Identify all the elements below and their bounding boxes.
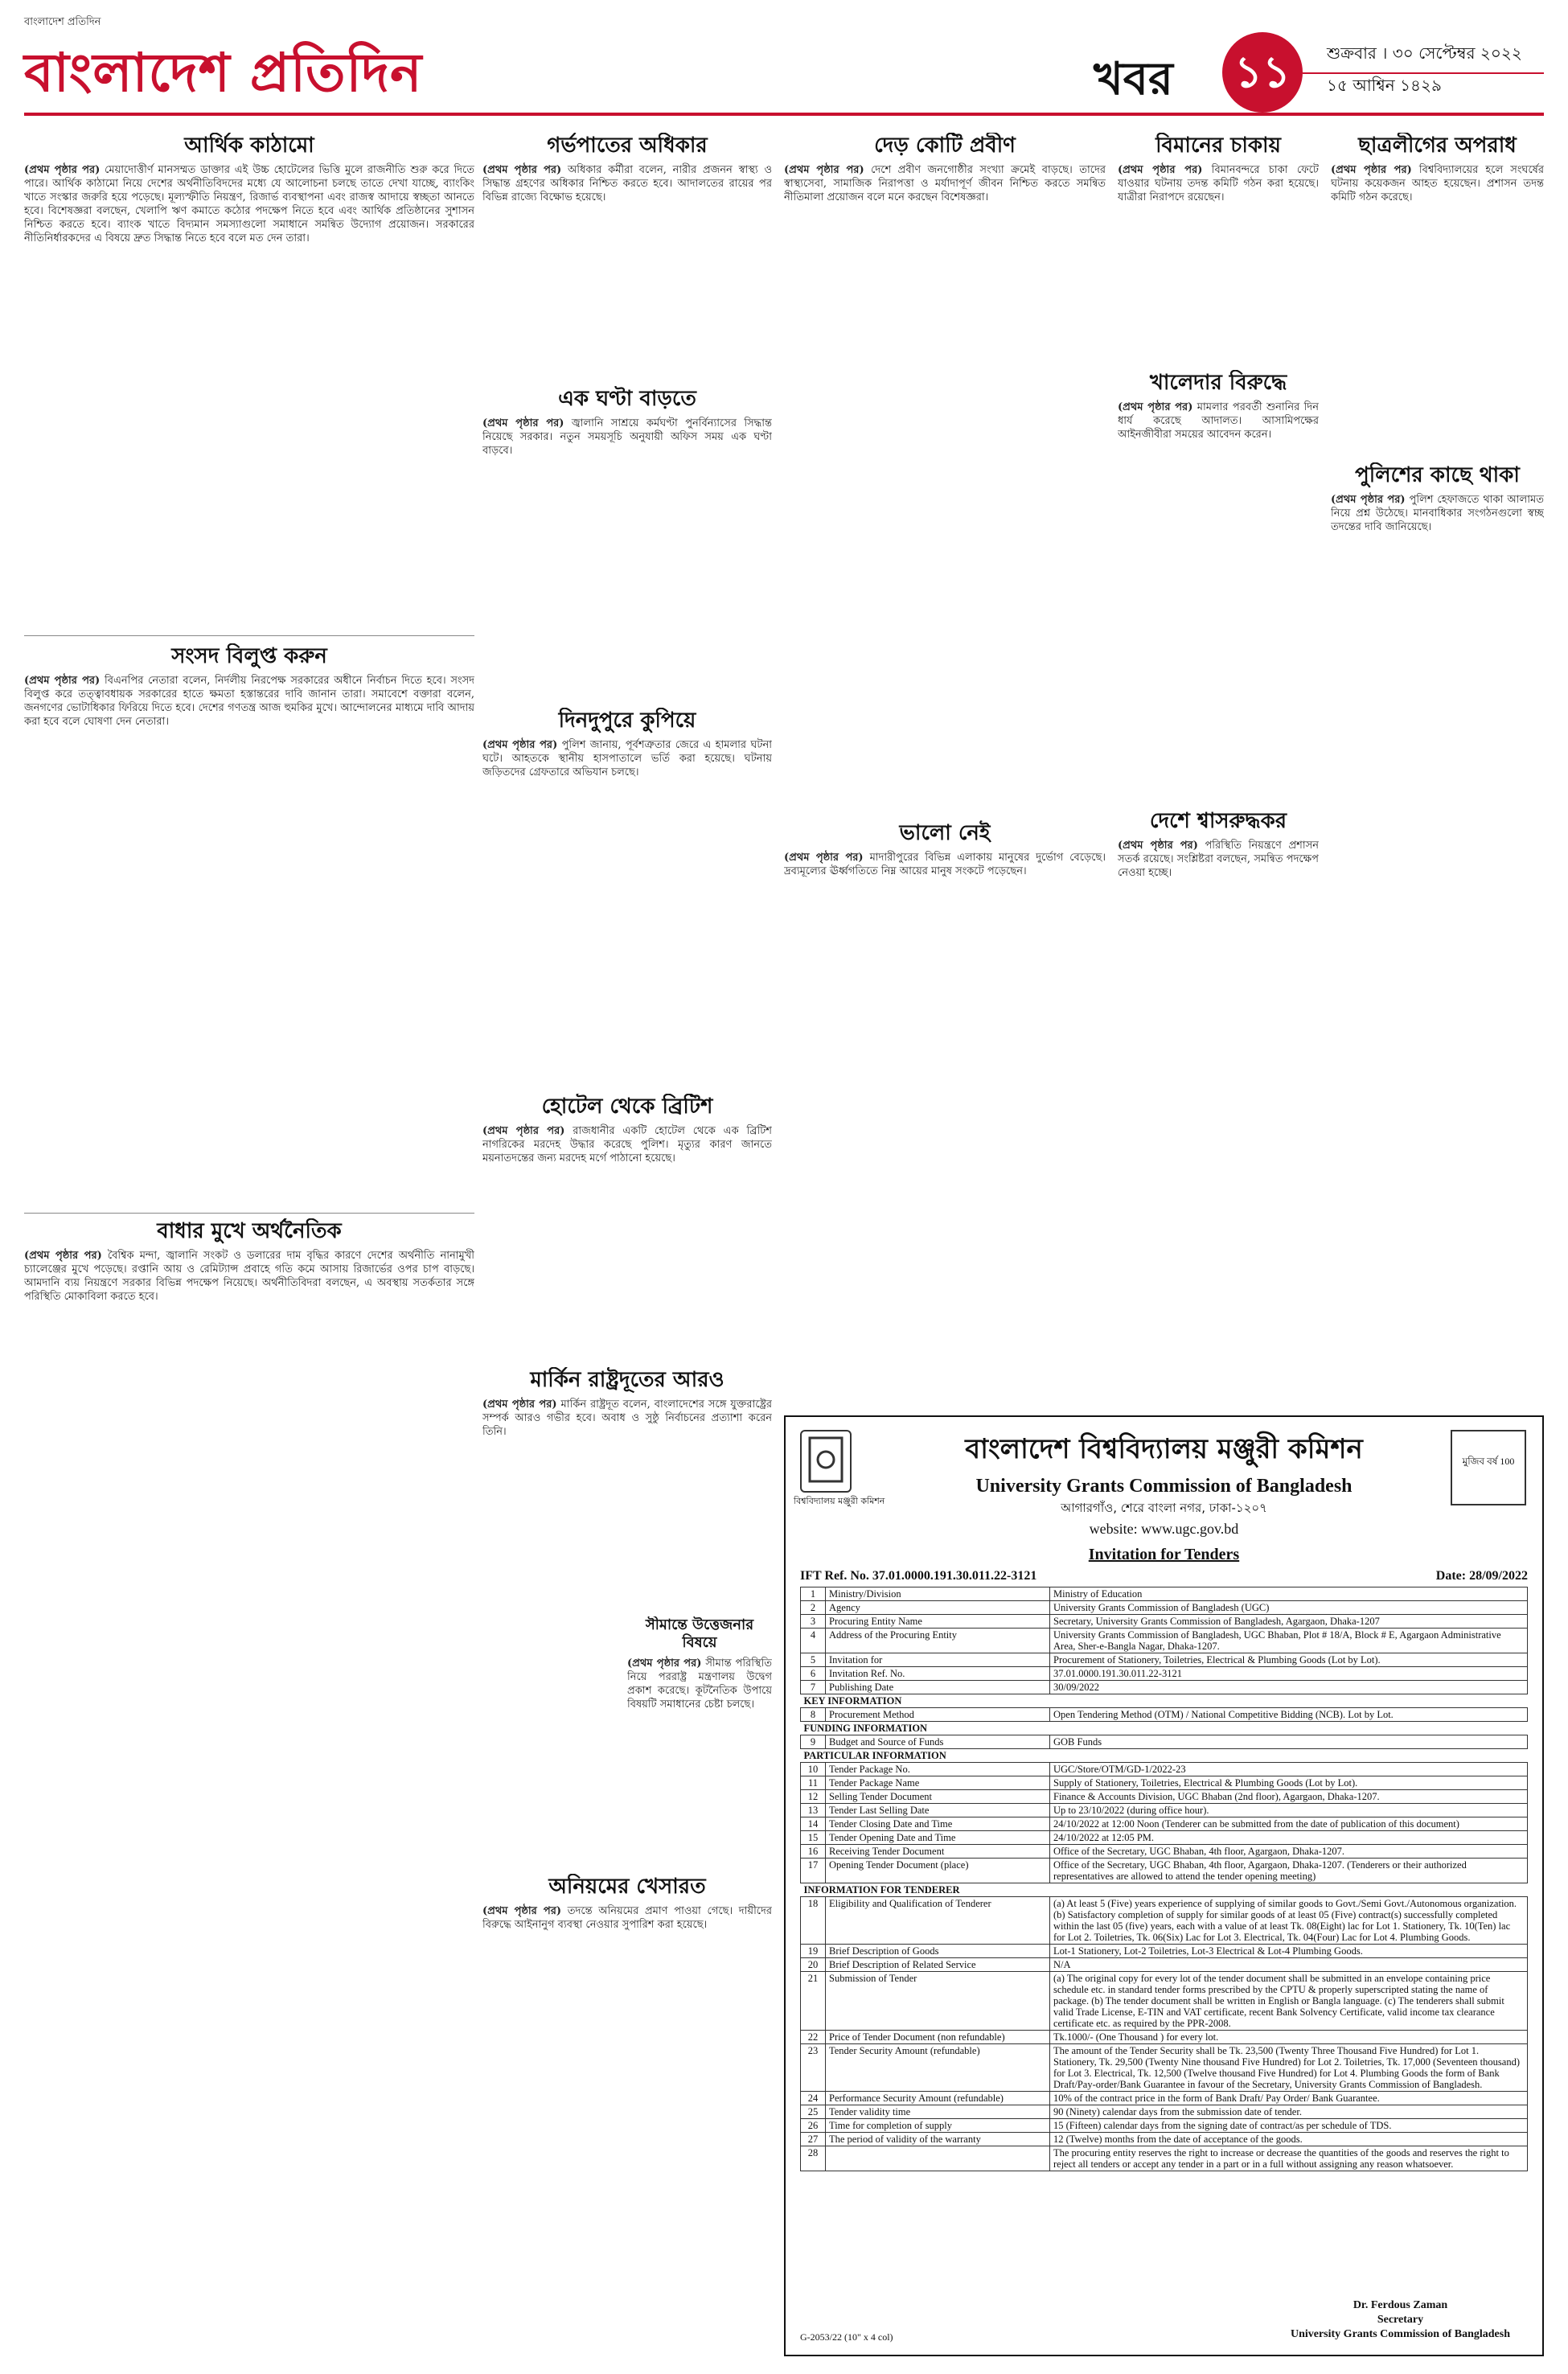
row-value: Tk.1000/- (One Thousand ) for every lot. bbox=[1050, 2031, 1528, 2044]
headline: সীমান্তে উত্তেজনার বিষয়ে bbox=[645, 1616, 754, 1651]
table-row bbox=[801, 1667, 1528, 1681]
article-body: (প্রথম পৃষ্ঠার পর) মামলার পরবর্তী শুনানির দিন ধার্য করেছে আদালত। আসামিপক্ষের আইনজীবীরা সময়ের আবেদন করেন। bbox=[1118, 401, 1319, 441]
date-bangla: ১৫ আশ্বিন ১৪২৯ bbox=[1327, 76, 1443, 95]
article-gorbhopat[interactable] bbox=[482, 133, 772, 374]
article-body: (প্রথম পৃষ্ঠার পর) মাদারীপুরের বিভিন্ন এলাকায় মানুষের দুর্ভোগ বেড়েছে। দ্রব্যমূল্যের ঊর্ধ্বগতিতে নিম্ন আয়ের মানুষ সংকটে পড়েছেন। bbox=[784, 852, 1106, 877]
row-number: 13 bbox=[801, 1804, 826, 1817]
article-bimaner[interactable] bbox=[1118, 133, 1319, 358]
row-value: Supply of Stationery, Toiletries, Electrical & Plumbing Goods (Lot by Lot). bbox=[1050, 1776, 1528, 1790]
row-value: Office of the Secretary, UGC Bhaban, 4th floor, Agargaon, Dhaka-1207. bbox=[1050, 1845, 1528, 1859]
column-divider bbox=[24, 635, 474, 636]
row-key: Tender Last Selling Date bbox=[826, 1804, 1050, 1817]
row-key: Submission of Tender bbox=[826, 1972, 1050, 2031]
section-title: খবর bbox=[1094, 53, 1173, 105]
ugc-emblem-icon bbox=[800, 1430, 852, 1493]
article-body: (প্রথম পৃষ্ঠার পর) মেয়াদোত্তীর্ণ মানসম্মত ডাক্তার এই উচ্চ হোটেলের ভিত্তি মুলে রাজনীতি শুরু করে দিতে পারে। আর্থিক কাঠামো নিয়ে দেশের অর্থনীতিবিদদের মধ্যে যে আলোচনা চলছে তাতে দেখা যাচ্ছে, ব্যাংকিং খাতে সংস্কার জরুরি হয়ে পড়েছে। মূল্যস্ফীতি নিয়ন্ত্রণ, রিজার্ভ ব্যবস্থাপনা এবং রাজস্ব আদায়ে স্বচ্ছতা আনতে হবে। বিশেষজ্ঞরা বলছেন, খেলাপি ঋণ কমাতে কঠোর পদক্ষেপ নিতে হবে এবং আর্থিক প্রতিষ্ঠানের সুশাসন নিশ্চিত করতে হবে। ব্যাংক খাতে বিদ্যমান সমস্যাগুলো সমাধানে সমন্বিত উদ্যোগ প্রয়োজন। সরকারের নীতিনির্ধারকদের এ বিষয়ে দ্রুত সিদ্ধান্ত নিতে হবে বলে মত দেন তারা। bbox=[24, 164, 474, 244]
row-value: The amount of the Tender Security shall be Tk. 23,500 (Twenty Three Thousand Five Hundred) for Lot 1. Stationery, Tk. 29,500 (Twenty Nine thousand Five Hundred) for Lot 2. Toiletries, Tk. 17,000 (Seventeen thousand) for Lot 3. Electrical, Tk. 12,500 (Twelve thousand Five Hundred) for Lot 4. Plumbing Goods the form of Bank Draft/Pay-order/Bank Guarantee in favour of the Secretary, University Grants Commission of Bangladesh. bbox=[1050, 2044, 1528, 2092]
article-markin[interactable] bbox=[482, 1367, 772, 1608]
headline: সংসদ বিলুপ্ত করুন bbox=[171, 644, 327, 668]
row-key: The period of validity of the warranty bbox=[826, 2133, 1050, 2146]
article-chhatroleague[interactable] bbox=[1331, 133, 1544, 446]
row-key: Opening Tender Document (place) bbox=[826, 1859, 1050, 1883]
table-row bbox=[801, 1763, 1528, 1776]
table-row bbox=[801, 1845, 1528, 1859]
ref-date: Date: 28/09/2022 bbox=[1435, 1569, 1528, 1583]
headline: দিনদুপুরে কুপিয়ে bbox=[558, 709, 696, 733]
table-row bbox=[801, 1735, 1528, 1749]
row-key: Address of the Procuring Entity bbox=[826, 1629, 1050, 1653]
section-header: KEY INFORMATION bbox=[801, 1694, 1528, 1708]
row-number: 26 bbox=[801, 2119, 826, 2133]
row-key: Procuring Entity Name bbox=[826, 1615, 1050, 1629]
article-hotel[interactable] bbox=[482, 1094, 772, 1359]
row-number: 17 bbox=[801, 1859, 826, 1883]
table-row bbox=[801, 1615, 1528, 1629]
headline: আর্থিক কাঠামো bbox=[184, 133, 314, 158]
section-header: FUNDING INFORMATION bbox=[801, 1722, 1528, 1735]
headline: খালেদার বিরুদ্ধে bbox=[1149, 371, 1287, 395]
row-value: Procurement of Stationery, Toiletries, Electrical & Plumbing Goods (Lot by Lot). bbox=[1050, 1653, 1528, 1667]
table-row bbox=[801, 2146, 1528, 2171]
article-body: (প্রথম পৃষ্ঠার পর) রাজধানীর একটি হোটেল থেকে এক ব্রিটিশ নাগরিকের মরদেহ উদ্ধার করেছে পুলিশ। মৃত্যুর কারণ জানতে ময়নাতদন্তের জন্য মরদেহ মর্গে পাঠানো হয়েছে। bbox=[482, 1125, 772, 1164]
row-value: 24/10/2022 at 12:05 PM. bbox=[1050, 1831, 1528, 1845]
headline: ভালো নেই bbox=[899, 821, 991, 845]
row-value: Secretary, University Grants Commission of Bangladesh, Agargaon, Dhaka-1207 bbox=[1050, 1615, 1528, 1629]
row-number: 15 bbox=[801, 1831, 826, 1845]
masthead-tagline: বাংলাদেশ প্রতিদিন bbox=[24, 16, 101, 28]
row-value: (a) The original copy for every lot of the tender document shall be submitted in an envelope containing price schedule etc. in standard tender forms prescribed by the CPTU & properly superscripted stating the name of package. (b) The tender document shall be written in English or Bangla language. (c) The tenderers shall submit valid Trade License, E-TIN and VAT certificate, recent Bank Solvency Certificate, valid income tax clearance certificate etc. as required by the PPR-2008. bbox=[1050, 1972, 1528, 2031]
table-row bbox=[801, 2092, 1528, 2105]
table-row bbox=[801, 1629, 1528, 1653]
signatory-org: University Grants Commission of Bangladesh bbox=[1290, 2328, 1510, 2340]
table-row bbox=[801, 2133, 1528, 2146]
headline: হোটেল থেকে ব্রিটিশ bbox=[541, 1095, 713, 1119]
table-row bbox=[801, 1945, 1528, 1958]
row-key: Price of Tender Document (non refundable) bbox=[826, 2031, 1050, 2044]
row-key: Tender Package Name bbox=[826, 1776, 1050, 1790]
row-key: Invitation Ref. No. bbox=[826, 1667, 1050, 1681]
headline: দেশে শ্বাসরুদ্ধকর bbox=[1149, 809, 1287, 833]
table-row bbox=[801, 1653, 1528, 1667]
row-key: Brief Description of Goods bbox=[826, 1945, 1050, 1958]
headline: অনিয়মের খেসারত bbox=[548, 1875, 706, 1899]
article-body: (প্রথম পৃষ্ঠার পর) দেশে প্রবীণ জনগোষ্ঠীর সংখ্যা ক্রমেই বাড়ছে। তাদের স্বাস্থ্যসেবা, সামাজিক নিরাপত্তা ও মর্যাদাপূর্ণ জীবন নিশ্চিত করতে সমন্বিত নীতিমালা প্রয়োজন বলে মনে করছেন বিশেষজ্ঞরা। bbox=[784, 164, 1106, 203]
table-row bbox=[801, 1722, 1528, 1735]
signature-block bbox=[1291, 2298, 1510, 2342]
row-number: 14 bbox=[801, 1817, 826, 1831]
row-number: 3 bbox=[801, 1615, 826, 1629]
row-value: (a) At least 5 (Five) years experience of supplying of similar goods to Govt./Semi Govt./Autonomous organization. (b) Satisfactory completion of supply for similar goods of at least 05 (Five) contract(s) successfully completed within the last 05 (five) years, each with a value of at least Tk. 08(Eight) lac for Lot 1. Stationery, Tk. 10(Ten) lac for Lot 2. Toiletries, Tk. 06(Six) Lac for Lot 3. Electrical, Tk. 04(Four) Lac for Lot 4. Plumbing Goods. bbox=[1050, 1897, 1528, 1945]
row-key: Tender Security Amount (refundable) bbox=[826, 2044, 1050, 2092]
row-number: 24 bbox=[801, 2092, 826, 2105]
table-row bbox=[801, 1790, 1528, 1804]
headline: পুলিশের কাছে থাকা bbox=[1355, 463, 1520, 487]
row-key: Brief Description of Related Service bbox=[826, 1958, 1050, 1972]
row-key bbox=[826, 2146, 1050, 2171]
table-row bbox=[801, 1776, 1528, 1790]
tender-header bbox=[800, 1428, 1528, 1538]
table-row bbox=[801, 1601, 1528, 1615]
headline: দেড় কোটি প্রবীণ bbox=[874, 133, 1016, 158]
row-key: Budget and Source of Funds bbox=[826, 1735, 1050, 1749]
table-row bbox=[801, 1587, 1528, 1601]
ref-row bbox=[800, 1569, 1528, 1583]
column-divider bbox=[24, 1213, 474, 1214]
headline: গর্ভপাতের অধিকার bbox=[547, 133, 708, 158]
row-value: UGC/Store/OTM/GD-1/2022-23 bbox=[1050, 1763, 1528, 1776]
org-website[interactable]: website: www.ugc.gov.bd bbox=[1089, 1521, 1239, 1537]
row-value: Up to 23/10/2022 (during office hour). bbox=[1050, 1804, 1528, 1817]
article-police[interactable] bbox=[1331, 462, 1544, 1403]
row-key: Publishing Date bbox=[826, 1681, 1050, 1694]
row-value: Ministry of Education bbox=[1050, 1587, 1528, 1601]
table-row bbox=[801, 2031, 1528, 2044]
article-songsod[interactable] bbox=[24, 643, 474, 1206]
article-body: (প্রথম পৃষ্ঠার পর) পুলিশ হেফাজতে থাকা আলামত নিয়ে প্রশ্ন উঠেছে। মানবাধিকার সংগঠনগুলো স্বচ্ছ তদন্তের দাবি জানিয়েছে। bbox=[1331, 494, 1544, 533]
table-row bbox=[801, 2044, 1528, 2092]
table-row bbox=[801, 2105, 1528, 2119]
row-value: 10% of the contract price in the form of Bank Draft/ Pay Order/ Bank Guarantee. bbox=[1050, 2092, 1528, 2105]
row-key: Procurement Method bbox=[826, 1708, 1050, 1722]
table-row bbox=[801, 1681, 1528, 1694]
table-row bbox=[801, 1972, 1528, 2031]
table-row bbox=[801, 1958, 1528, 1972]
article-khaleda[interactable] bbox=[1118, 370, 1319, 796]
ad-code: G-2053/22 (10" x 4 col) bbox=[800, 2331, 893, 2343]
row-number: 5 bbox=[801, 1653, 826, 1667]
row-value: University Grants Commission of Bangladesh, UGC Bhaban, Plot # 18/A, Block # E, Agargaon Administrative Area, Sher-e-Bangla Nagar, Dhaka-1207. bbox=[1050, 1629, 1528, 1653]
row-value: 90 (Ninety) calendar days from the submission date of tender. bbox=[1050, 2105, 1528, 2119]
article-body: (প্রথম পৃষ্ঠার পর) মার্কিন রাষ্ট্রদূত বলেন, বাংলাদেশের সঙ্গে যুক্তরাষ্ট্রের সম্পর্ক আরও গভীর হবে। অবাধ ও সুষ্ঠু নির্বাচনের প্রত্যাশা করেন তিনি। bbox=[482, 1399, 772, 1438]
org-name-bangla: বাংলাদেশ বিশ্ববিদ্যালয় মঞ্জুরী কমিশন bbox=[965, 1433, 1363, 1465]
article-body: (প্রথম পৃষ্ঠার পর) বিশ্ববিদ্যালয়ের হলে সংঘর্ষের ঘটনায় কয়েকজন আহত হয়েছেন। প্রশাসন তদন্ত কমিটি গঠন করেছে। bbox=[1331, 164, 1544, 203]
article-body: (প্রথম পৃষ্ঠার পর) পরিস্থিতি নিয়ন্ত্রণে প্রশাসন সতর্ক রয়েছে। সংশ্লিষ্টরা বলছেন, সমন্বিত পদক্ষেপ নেওয়া হচ্ছে। bbox=[1118, 840, 1319, 879]
org-name-english: University Grants Commission of Bangladesh bbox=[975, 1476, 1353, 1497]
row-number: 4 bbox=[801, 1629, 826, 1653]
article-body: (প্রথম পৃষ্ঠার পর) তদন্তে অনিয়মের প্রমাণ পাওয়া গেছে। দায়ীদের বিরুদ্ধে আইনানুগ ব্যবস্থা নেওয়ার সুপারিশ করা হয়েছে। bbox=[482, 1905, 772, 1931]
row-number: 10 bbox=[801, 1763, 826, 1776]
article-shashrudhokor[interactable] bbox=[1118, 808, 1319, 1403]
row-value: Office of the Secretary, UGC Bhaban, 4th floor, Agargaon, Dhaka-1207. (Tenderers or their authorized representatives are allowed to attend the tender opening meeting) bbox=[1050, 1859, 1528, 1883]
row-number: 20 bbox=[801, 1958, 826, 1972]
row-number: 23 bbox=[801, 2044, 826, 2092]
mujib-borsho-logo: মুজিব বর্ষ 100 bbox=[1451, 1430, 1526, 1505]
table-row bbox=[801, 1883, 1528, 1897]
newspaper-logo[interactable]: বাংলাদেশ প্রতিদিন bbox=[24, 42, 423, 104]
article-valo-nei[interactable] bbox=[784, 820, 1106, 1399]
row-number: 7 bbox=[801, 1681, 826, 1694]
table-row bbox=[801, 1831, 1528, 1845]
signatory-name: Dr. Ferdous Zaman bbox=[1353, 2299, 1448, 2311]
row-value: 12 (Twelve) months from the date of acceptance of the goods. bbox=[1050, 2133, 1528, 2146]
row-key: Selling Tender Document bbox=[826, 1790, 1050, 1804]
tender-table bbox=[800, 1587, 1528, 2171]
article-dindupure[interactable] bbox=[482, 708, 772, 1078]
row-number: 12 bbox=[801, 1790, 826, 1804]
row-number: 21 bbox=[801, 1972, 826, 2031]
article-body: (প্রথম পৃষ্ঠার পর) সীমান্ত পরিস্থিতি নিয়ে পররাষ্ট্র মন্ত্রণালয় উদ্বেগ প্রকাশ করেছে। কূটনৈতিক উপায়ে বিষয়টি সমাধানের চেষ্টা চলছে। bbox=[627, 1657, 772, 1711]
row-value: Lot-1 Stationery, Lot-2 Toiletries, Lot-3 Electrical & Lot-4 Plumbing Goods. bbox=[1050, 1945, 1528, 1958]
headline: ছাত্রলীগের অপরাধ bbox=[1358, 133, 1517, 158]
emblem-label: বিশ্ববিদ্যালয় মঞ্জুরী কমিশন bbox=[794, 1496, 885, 1506]
row-value: GOB Funds bbox=[1050, 1735, 1528, 1749]
org-address: আগারগাঁও, শেরে বাংলা নগর, ঢাকা-১২০৭ bbox=[1061, 1501, 1267, 1515]
article-body: (প্রথম পৃষ্ঠার পর) বিএনপির নেতারা বলেন, নির্দলীয় নিরপেক্ষ সরকারের অধীনে নির্বাচন দিতে হবে। সংসদ বিলুপ্ত করে তত্ত্বাবধায়ক সরকারের হাতে ক্ষমতা হস্তান্তরের দাবি জানান তারা। সমাবেশে বক্তারা বলেন, জনগণের ভোটাধিকার ফিরিয়ে দিতে হবে। দেশের গণতন্ত্র আজ হুমকির মুখে। আন্দোলনের মাধ্যমে দাবি আদায় করা হবে বলে ঘোষণা দেন নেতারা। bbox=[24, 675, 474, 728]
signatory-title: Secretary bbox=[1377, 2314, 1424, 2326]
section-header: INFORMATION FOR TENDERER bbox=[801, 1883, 1528, 1897]
row-number: 6 bbox=[801, 1667, 826, 1681]
row-key: Performance Security Amount (refundable) bbox=[826, 2092, 1050, 2105]
article-oniyom[interactable] bbox=[482, 1874, 772, 2340]
row-value: 30/09/2022 bbox=[1050, 1681, 1528, 1694]
row-number: 9 bbox=[801, 1735, 826, 1749]
article-body: (প্রথম পৃষ্ঠার পর) বৈশ্বিক মন্দা, জ্বালানি সংকট ও ডলারের দাম বৃদ্ধির কারণে দেশের অর্থনীতি নানামুখী চ্যালেঞ্জের মুখে পড়েছে। রপ্তানি আয় ও রেমিট্যান্স প্রবাহে গতি কমে আসায় রিজার্ভের ওপর চাপ বাড়ছে। আমদানি ব্যয় নিয়ন্ত্রণে সরকার বিভিন্ন পদক্ষেপ নিয়েছে। অর্থনীতিবিদরা বলছেন, এ অবস্থায় সতর্কতার সঙ্গে পরিস্থিতি মোকাবিলা করতে হবে। bbox=[24, 1250, 474, 1303]
row-value: The procuring entity reserves the right to increase or decrease the quantities of the goods and reserves the right to reject all tenders or accept any tender in a part or in a full without assigning any reason whatsoever. bbox=[1050, 2146, 1528, 2171]
headline: বিমানের চাকায় bbox=[1155, 133, 1281, 158]
article-body: (প্রথম পৃষ্ঠার পর) পুলিশ জানায়, পূর্বশত্রুতার জেরে এ হামলার ঘটনা ঘটে। আহতকে স্থানীয় হাসপাতালে ভর্তি করা হয়েছে। ঘটনায় জড়িতদের গ্রেফতারে অভিযান চলছে। bbox=[482, 739, 772, 778]
tender-advertisement bbox=[784, 1415, 1544, 2356]
row-value: 37.01.0000.191.30.011.22-3121 bbox=[1050, 1667, 1528, 1681]
row-key: Eligibility and Qualification of Tenderer bbox=[826, 1897, 1050, 1945]
article-simante[interactable] bbox=[627, 1616, 772, 1858]
row-value: 15 (Fifteen) calendar days from the signing date of contract/as per schedule of TDS. bbox=[1050, 2119, 1528, 2133]
table-row bbox=[801, 1749, 1528, 1763]
ref-number: IFT Ref. No. 37.01.0000.191.30.011.22-3121 bbox=[800, 1569, 1037, 1583]
row-number: 18 bbox=[801, 1897, 826, 1945]
row-key: Tender Package No. bbox=[826, 1763, 1050, 1776]
row-key: Time for completion of supply bbox=[826, 2119, 1050, 2133]
article-badhar-mukhe[interactable] bbox=[24, 1218, 474, 2352]
row-key: Tender Closing Date and Time bbox=[826, 1817, 1050, 1831]
article-der-koti[interactable] bbox=[784, 133, 1106, 776]
row-key: Tender validity time bbox=[826, 2105, 1050, 2119]
row-number: 27 bbox=[801, 2133, 826, 2146]
row-number: 19 bbox=[801, 1945, 826, 1958]
row-value: Open Tendering Method (OTM) / National Competitive Bidding (NCB). Lot by Lot. bbox=[1050, 1708, 1528, 1722]
article-ek-ghonta[interactable] bbox=[482, 386, 772, 692]
table-row bbox=[801, 1804, 1528, 1817]
date-english: শুক্রবার । ৩০ সেপ্টেম্বর ২০২২ bbox=[1327, 43, 1522, 63]
masthead-rule bbox=[24, 113, 1544, 116]
table-row bbox=[801, 1694, 1528, 1708]
table-row bbox=[801, 1859, 1528, 1883]
row-number: 25 bbox=[801, 2105, 826, 2119]
row-value: 24/10/2022 at 12:00 Noon (Tenderer can be submitted from the date of publication of this document) bbox=[1050, 1817, 1528, 1831]
tender-title: Invitation for Tenders bbox=[1088, 1546, 1240, 1563]
headline: এক ঘণ্টা বাড়তে bbox=[558, 387, 696, 411]
table-row bbox=[801, 1817, 1528, 1831]
table-row bbox=[801, 1708, 1528, 1722]
article-arthik-kathamo[interactable] bbox=[24, 133, 474, 631]
row-number: 22 bbox=[801, 2031, 826, 2044]
article-body: (প্রথম পৃষ্ঠার পর) অধিকার কর্মীরা বলেন, নারীর প্রজনন স্বাস্থ্য ও সিদ্ধান্ত গ্রহণের অধিকার নিশ্চিত করতে হবে। আদালতের রায়ের পর বিভিন্ন রাজ্যে বিক্ষোভ হয়েছে। bbox=[482, 164, 772, 203]
article-body: (প্রথম পৃষ্ঠার পর) জ্বালানি সাশ্রয়ে কর্মঘণ্টা পুনর্বিন্যাসের সিদ্ধান্ত নিয়েছে সরকার। নতুন সময়সূচি অনুযায়ী অফিস সময় এক ঘণ্টা বাড়বে। bbox=[482, 417, 772, 457]
row-value: Finance & Accounts Division, UGC Bhaban (2nd floor), Agargaon, Dhaka-1207. bbox=[1050, 1790, 1528, 1804]
row-key: Agency bbox=[826, 1601, 1050, 1615]
row-value: University Grants Commission of Bangladesh (UGC) bbox=[1050, 1601, 1528, 1615]
row-key: Tender Opening Date and Time bbox=[826, 1831, 1050, 1845]
headline: বাধার মুখে অর্থনৈতিক bbox=[157, 1219, 342, 1243]
headline: মার্কিন রাষ্ট্রদূতের আরও bbox=[530, 1368, 724, 1392]
section-header: PARTICULAR INFORMATION bbox=[801, 1749, 1528, 1763]
row-number: 8 bbox=[801, 1708, 826, 1722]
row-key: Receiving Tender Document bbox=[826, 1845, 1050, 1859]
row-key: Invitation for bbox=[826, 1653, 1050, 1667]
row-value: N/A bbox=[1050, 1958, 1528, 1972]
row-number: 11 bbox=[801, 1776, 826, 1790]
page-number: ১১ bbox=[1222, 32, 1303, 113]
row-number: 2 bbox=[801, 1601, 826, 1615]
row-number: 16 bbox=[801, 1845, 826, 1859]
row-key: Ministry/Division bbox=[826, 1587, 1050, 1601]
row-number: 28 bbox=[801, 2146, 826, 2171]
row-number: 1 bbox=[801, 1587, 826, 1601]
article-body: (প্রথম পৃষ্ঠার পর) বিমানবন্দরে চাকা ফেটে যাওয়ার ঘটনায় তদন্ত কমিটি গঠন করা হয়েছে। যাত্রীরা নিরাপদে রয়েছেন। bbox=[1118, 164, 1319, 203]
table-row bbox=[801, 1897, 1528, 1945]
table-row bbox=[801, 2119, 1528, 2133]
